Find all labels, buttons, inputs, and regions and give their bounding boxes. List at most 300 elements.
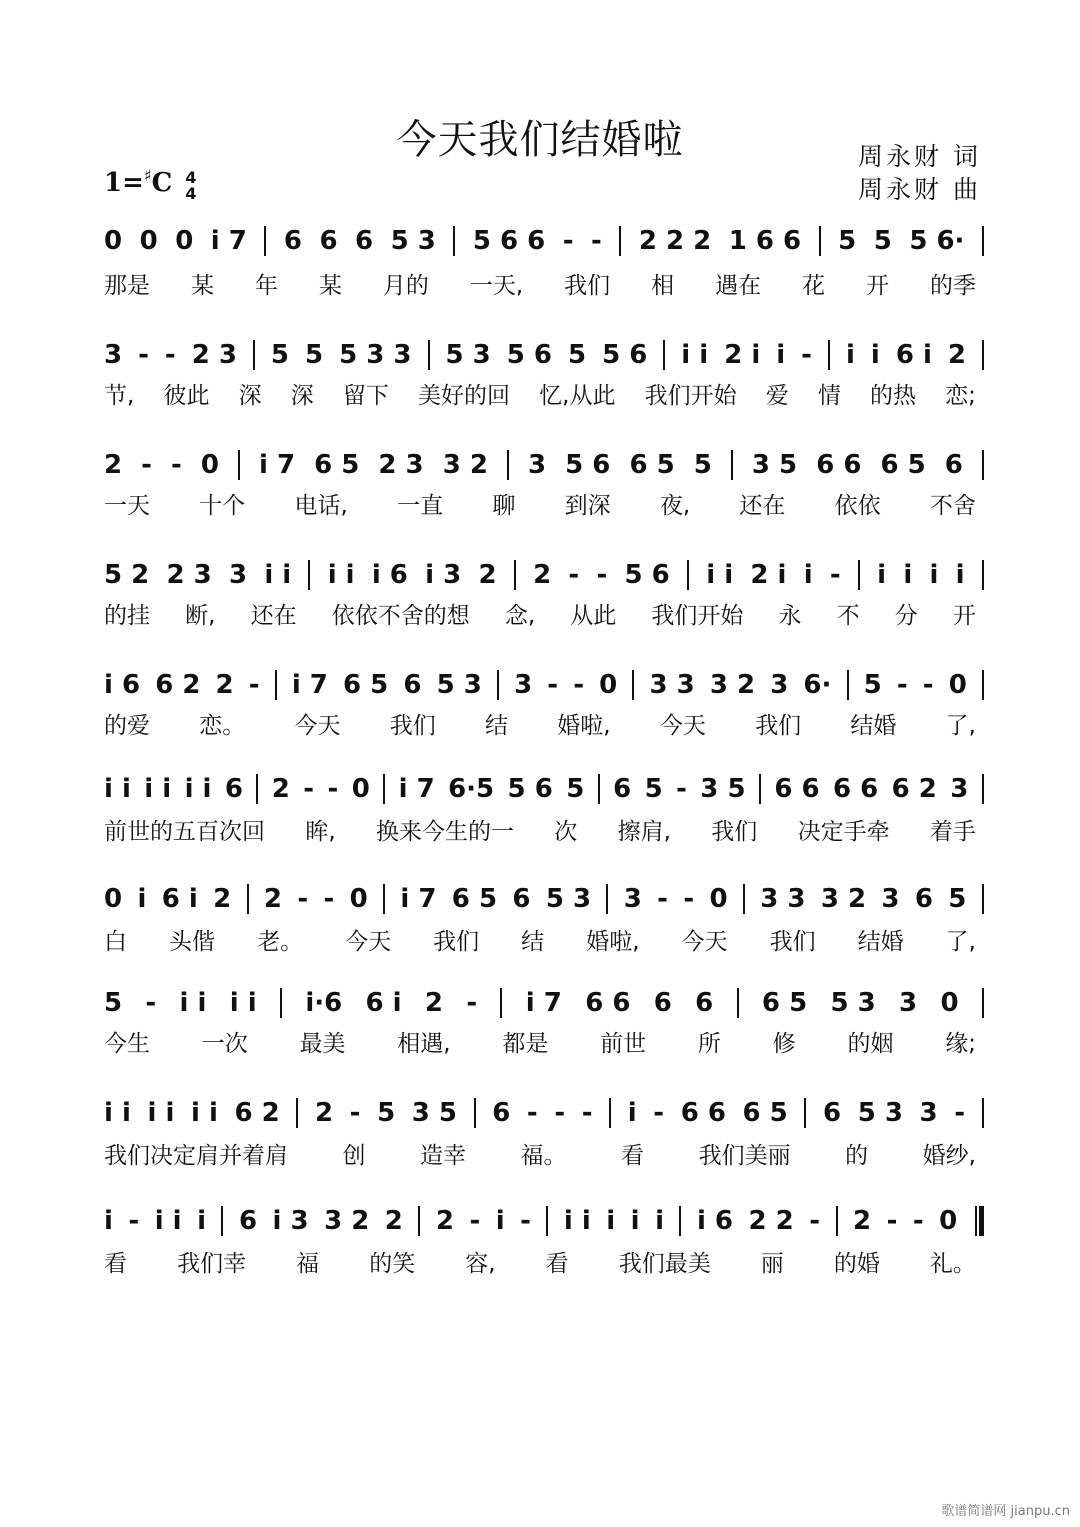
note-group: 5 bbox=[863, 670, 882, 700]
bar-line bbox=[737, 988, 739, 1018]
lyric-word: 花 bbox=[802, 272, 826, 299]
lyric-word: 恋。 bbox=[199, 712, 246, 739]
note-group: i bbox=[655, 1206, 664, 1236]
note-group: 5 bbox=[567, 340, 587, 370]
lyric-word: 修 bbox=[772, 1030, 796, 1057]
note-group: i·6 bbox=[305, 988, 343, 1018]
lyric-word: 了, bbox=[945, 928, 976, 955]
note-group: i 7 bbox=[259, 450, 296, 480]
bar-line bbox=[663, 340, 665, 370]
note-group: 2 bbox=[263, 884, 282, 914]
note-group: 2 3 bbox=[378, 450, 424, 480]
note-group: 0 bbox=[139, 226, 158, 256]
lyric-word: 我们幸 bbox=[177, 1250, 247, 1277]
note-group: 3 bbox=[899, 988, 918, 1018]
lyric-word: 美好的回 bbox=[418, 382, 511, 409]
note-group: - bbox=[653, 1098, 665, 1128]
note-group: i i bbox=[104, 774, 131, 804]
note-group: 5 3 3 bbox=[339, 340, 412, 370]
lyric-word: 头偕 bbox=[169, 928, 216, 955]
note-group: i 7 bbox=[291, 670, 328, 700]
note-group: 6 5 bbox=[880, 450, 926, 480]
bar-line bbox=[687, 560, 689, 590]
notation-row bbox=[104, 448, 984, 482]
notation-row bbox=[104, 882, 984, 916]
lyric-word: 福。 bbox=[520, 1142, 567, 1169]
note-group: - bbox=[164, 340, 176, 370]
note-group: 3 bbox=[528, 450, 547, 480]
lyric-word: 的婚 bbox=[833, 1250, 880, 1277]
bar-line bbox=[296, 1098, 298, 1128]
lyric-word: 一次 bbox=[201, 1030, 248, 1057]
note-group: 5 6 bbox=[506, 340, 552, 370]
note-group: 5 2 bbox=[104, 560, 150, 590]
note-group: 3 bbox=[623, 884, 642, 914]
bar-line bbox=[418, 1206, 420, 1236]
note-group: 3 2 bbox=[709, 670, 756, 700]
lyric-word: 一天 bbox=[104, 492, 150, 519]
notation-row bbox=[104, 772, 984, 806]
bar-line bbox=[982, 1098, 984, 1128]
note-group: 2 bbox=[947, 340, 966, 370]
note-group: i bbox=[197, 1206, 206, 1236]
bar-line bbox=[546, 1206, 548, 1236]
note-group: - bbox=[562, 226, 574, 256]
bar-line bbox=[275, 670, 277, 700]
lyric-word: 我们 bbox=[433, 928, 480, 955]
note-group: i i bbox=[144, 774, 172, 804]
note-group: 2 bbox=[314, 1098, 334, 1128]
bar-line bbox=[819, 226, 821, 256]
lyric-word: 从此 bbox=[570, 602, 617, 629]
note-group: 6 i bbox=[161, 884, 198, 914]
note-group: 5 3 bbox=[445, 340, 491, 370]
lyric-word: 今天 bbox=[659, 712, 706, 739]
note-group: i bbox=[776, 340, 786, 370]
note-group: - bbox=[327, 774, 339, 804]
lyric-word: 所 bbox=[697, 1030, 721, 1057]
note-group: - bbox=[809, 1206, 821, 1236]
notation-row bbox=[104, 224, 984, 258]
lyric-word: 看 bbox=[545, 1250, 569, 1277]
note-group: 5 bbox=[838, 226, 857, 256]
bar-line bbox=[238, 450, 240, 480]
lyric-word: 决定手牵 bbox=[797, 818, 890, 845]
lyric-word: 月的 bbox=[382, 272, 429, 299]
note-group: - bbox=[303, 774, 315, 804]
note-group: 6 6 bbox=[774, 774, 820, 804]
note-group: - bbox=[554, 1098, 566, 1128]
note-group: 2 3 bbox=[166, 560, 212, 590]
note-group: - bbox=[801, 340, 812, 370]
note-group: 5 6· bbox=[909, 226, 965, 256]
note-group: 0 bbox=[175, 226, 194, 256]
lyric-word: 那是 bbox=[104, 272, 150, 299]
lyric-word: 眸, bbox=[305, 818, 336, 845]
note-group: 5 bbox=[104, 988, 123, 1018]
note-group: 6 2 bbox=[155, 670, 201, 700]
lyric-word: 一天, bbox=[469, 272, 524, 299]
lyric-word: 依依 bbox=[834, 492, 881, 519]
note-group: 3 bbox=[514, 670, 533, 700]
lyric-row bbox=[104, 598, 976, 628]
bar-line bbox=[759, 774, 761, 804]
note-group: i 3 bbox=[425, 560, 462, 590]
note-group: 5 3 bbox=[830, 988, 876, 1018]
note-group: i i bbox=[681, 340, 709, 370]
lyric-word: 彼此 bbox=[163, 382, 210, 409]
lyric-row bbox=[104, 488, 976, 518]
lyric-word: 创 bbox=[342, 1142, 366, 1169]
notation-row bbox=[104, 338, 984, 372]
lyric-word: 我们 bbox=[769, 928, 816, 955]
lyric-word: 遇在 bbox=[715, 272, 762, 299]
lyric-word: 情 bbox=[817, 382, 841, 409]
meter-bottom: 4 bbox=[185, 184, 197, 203]
lyric-word: 我们 bbox=[389, 712, 436, 739]
lyric-word: 到深 bbox=[564, 492, 611, 519]
lyric-word: 依依不舍的想 bbox=[331, 602, 470, 629]
note-group: 5 bbox=[270, 340, 290, 370]
note-group: 6 bbox=[238, 1206, 258, 1236]
lyric-word: 结婚 bbox=[857, 928, 904, 955]
lyric-word: 的笑 bbox=[369, 1250, 416, 1277]
time-signature bbox=[182, 170, 200, 202]
lyric-word: 深 bbox=[238, 382, 262, 409]
note-group: - bbox=[886, 1206, 898, 1236]
note-group: - bbox=[248, 670, 260, 700]
bar-line bbox=[982, 450, 984, 480]
lyric-word: 开 bbox=[866, 272, 889, 299]
note-group: i bbox=[845, 340, 855, 370]
note-group: i bbox=[627, 1098, 637, 1128]
note-group: - bbox=[138, 340, 149, 370]
note-group: 6 bbox=[403, 670, 422, 700]
bar-line bbox=[247, 884, 249, 914]
lyric-row bbox=[104, 708, 976, 738]
lyric-word: 前世 bbox=[600, 1030, 647, 1057]
note-group: 3 3 bbox=[649, 670, 695, 700]
note-group: 1 6 6 bbox=[728, 226, 802, 256]
note-group: i 6 bbox=[104, 670, 141, 700]
note-group: 5 bbox=[566, 774, 585, 804]
lyricist-credit: 周永财 词 bbox=[858, 142, 981, 171]
note-group: 5 bbox=[377, 1098, 396, 1128]
lyric-word: 不舍 bbox=[929, 492, 976, 519]
bar-line bbox=[632, 670, 634, 700]
bar-line bbox=[982, 560, 984, 590]
notation-row bbox=[104, 1204, 984, 1238]
note-group: i i bbox=[147, 1098, 175, 1128]
note-group: i bbox=[606, 1206, 616, 1236]
note-group: 5 bbox=[693, 450, 712, 480]
note-group: - bbox=[526, 1098, 538, 1128]
lyric-row bbox=[104, 378, 976, 408]
bar-line bbox=[497, 670, 499, 700]
note-group: 6· bbox=[803, 670, 832, 700]
note-group: 6 bbox=[355, 226, 374, 256]
lyric-word: 夜, bbox=[659, 492, 691, 519]
lyric-word: 婚啦, bbox=[557, 712, 611, 739]
bar-line bbox=[598, 774, 600, 804]
lyric-word: 的爱 bbox=[104, 712, 150, 739]
lyric-word: 结 bbox=[521, 928, 545, 955]
note-group: i bbox=[870, 340, 880, 370]
lyric-word: 的 bbox=[845, 1142, 869, 1169]
note-group: i bbox=[630, 1206, 640, 1236]
note-group: - bbox=[297, 884, 309, 914]
lyric-word: 深 bbox=[290, 382, 314, 409]
note-group: - bbox=[547, 670, 559, 700]
notation-row bbox=[104, 986, 984, 1020]
lyric-row bbox=[104, 814, 976, 844]
note-group: 6 bbox=[914, 884, 933, 914]
bar-line bbox=[606, 884, 608, 914]
lyric-word: 都是 bbox=[502, 1030, 549, 1057]
note-group: 2 bbox=[384, 1206, 403, 1236]
bar-line bbox=[280, 988, 282, 1018]
lyric-row bbox=[104, 1138, 976, 1168]
lyric-word: 年 bbox=[254, 272, 278, 299]
bar-line bbox=[507, 450, 509, 480]
note-group: 2 i bbox=[724, 340, 761, 370]
lyric-word: 今生 bbox=[104, 1030, 150, 1057]
lyric-row bbox=[104, 1246, 976, 1276]
bar-line bbox=[743, 884, 745, 914]
note-group: 6 5 bbox=[314, 450, 360, 480]
bar-line bbox=[474, 1098, 476, 1128]
bar-line bbox=[383, 774, 385, 804]
note-group: 5 3 bbox=[436, 670, 482, 700]
bar-line bbox=[982, 774, 984, 804]
lyric-word: 永 bbox=[778, 602, 802, 629]
bar-line bbox=[308, 560, 310, 590]
lyric-word: 我们 bbox=[711, 818, 758, 845]
note-group: i i bbox=[327, 560, 355, 590]
note-group: 6 bbox=[224, 774, 243, 804]
lyric-word: 的挂 bbox=[104, 602, 150, 629]
note-group: 5 bbox=[305, 340, 324, 370]
bar-line bbox=[804, 1098, 806, 1128]
note-group: i 7 bbox=[398, 774, 435, 804]
note-group: - bbox=[912, 1206, 924, 1236]
note-group: - bbox=[581, 1098, 593, 1128]
bar-line bbox=[847, 670, 849, 700]
note-group: 2 i bbox=[750, 560, 787, 590]
note-group: 0 bbox=[104, 226, 123, 256]
note-group: - bbox=[520, 1206, 531, 1236]
note-group: - bbox=[573, 670, 584, 700]
lyric-word: 电话, bbox=[294, 492, 348, 519]
note-group: i 7 bbox=[525, 988, 562, 1018]
bar-line bbox=[828, 340, 830, 370]
note-group: - bbox=[954, 1098, 966, 1128]
note-group: 6 bbox=[695, 988, 714, 1018]
note-group: 6·5 bbox=[448, 774, 495, 804]
note-group: 6 6 bbox=[585, 988, 631, 1018]
note-group: - bbox=[469, 1206, 481, 1236]
note-group: - bbox=[128, 1206, 140, 1236]
lyric-word: 造幸 bbox=[420, 1142, 467, 1169]
note-group: 5 3 bbox=[545, 884, 592, 914]
bar-line bbox=[256, 774, 258, 804]
note-group: 5 bbox=[873, 226, 892, 256]
note-group: i i bbox=[154, 1206, 182, 1236]
note-group: 2 2 bbox=[748, 1206, 794, 1236]
note-group: - bbox=[170, 450, 182, 480]
note-group: 3 2 bbox=[324, 1206, 370, 1236]
lyric-word: 礼。 bbox=[929, 1250, 976, 1277]
note-group: 5 6 6 bbox=[472, 226, 546, 256]
lyric-word: 我们美丽 bbox=[698, 1142, 791, 1169]
note-group: 2 bbox=[435, 1206, 454, 1236]
note-group: - bbox=[466, 988, 478, 1018]
lyric-word: 断, bbox=[185, 602, 216, 629]
note-group: 0 bbox=[200, 450, 219, 480]
lyric-word: 我们最美 bbox=[618, 1250, 711, 1277]
note-group: 6 2 bbox=[234, 1098, 280, 1128]
lyric-word: 婚啦, bbox=[586, 928, 640, 955]
bar-line bbox=[500, 988, 502, 1018]
lyric-word: 了, bbox=[945, 712, 976, 739]
note-group: - bbox=[657, 884, 668, 914]
note-group: 3 bbox=[950, 774, 969, 804]
note-group: 6 5 bbox=[742, 1098, 788, 1128]
lyric-word: 分 bbox=[894, 602, 918, 629]
lyric-word: 老。 bbox=[257, 928, 304, 955]
note-group: 3 bbox=[104, 340, 123, 370]
note-group: 0 bbox=[939, 1206, 958, 1236]
lyric-word: 恋; bbox=[945, 382, 976, 409]
note-group: - bbox=[568, 560, 580, 590]
note-group: 6 6 bbox=[816, 450, 862, 480]
note-group: - bbox=[591, 226, 602, 256]
note-group: - bbox=[145, 988, 157, 1018]
bar-line bbox=[428, 340, 430, 370]
note-group: 6 i bbox=[365, 988, 402, 1018]
note-group: 5 6 bbox=[602, 340, 648, 370]
note-group: 3 2 bbox=[820, 884, 867, 914]
note-group: 6 5 bbox=[451, 884, 498, 914]
lyric-word: 我们开始 bbox=[644, 382, 737, 409]
lyric-word: 缘; bbox=[945, 1030, 976, 1057]
bar-line bbox=[609, 1098, 611, 1128]
note-group: 6 bbox=[822, 1098, 842, 1128]
bar-line bbox=[982, 226, 984, 256]
note-group: 6 6 bbox=[832, 774, 879, 804]
note-group: 2 bbox=[104, 450, 123, 480]
lyric-word: 还在 bbox=[250, 602, 297, 629]
note-group: - bbox=[896, 670, 908, 700]
bar-line bbox=[221, 1206, 223, 1236]
note-group: - bbox=[676, 774, 687, 804]
lyric-word: 次 bbox=[554, 818, 578, 845]
lyric-word: 聊 bbox=[492, 492, 516, 519]
note-group: 6 bbox=[613, 774, 632, 804]
bar-line bbox=[982, 884, 984, 914]
note-group: 0 bbox=[948, 670, 967, 700]
lyric-word: 婚纱, bbox=[922, 1142, 976, 1169]
note-group: 2 bbox=[533, 560, 552, 590]
notation-row bbox=[104, 1096, 984, 1130]
lyric-word: 留下 bbox=[342, 382, 389, 409]
note-group: 5 bbox=[948, 884, 967, 914]
note-group: - bbox=[596, 560, 608, 590]
sharp-sign: ♯ bbox=[143, 166, 152, 185]
lyric-word: 念, bbox=[504, 602, 536, 629]
lyric-word: 着手 bbox=[929, 818, 976, 845]
note-group: 6 bbox=[944, 450, 963, 480]
note-group: - bbox=[922, 670, 934, 700]
lyric-word: 某 bbox=[190, 272, 214, 299]
note-group: 2 bbox=[478, 560, 497, 590]
note-group: 5 3 bbox=[390, 226, 436, 256]
key-label: 1= bbox=[104, 168, 144, 198]
lyric-word: 容, bbox=[465, 1250, 496, 1277]
note-group: i bbox=[903, 560, 913, 590]
note-group: i i bbox=[264, 560, 292, 590]
note-group: 0 bbox=[104, 884, 123, 914]
lyric-word: 忆,从此 bbox=[539, 382, 616, 409]
bar-line bbox=[514, 560, 516, 590]
bar-line bbox=[858, 560, 860, 590]
lyric-word: 擦肩, bbox=[617, 818, 671, 845]
note-group: i bbox=[137, 884, 147, 914]
note-group: 6 i bbox=[895, 340, 932, 370]
bar-line bbox=[619, 226, 621, 256]
note-group: 0 bbox=[349, 884, 368, 914]
lyric-word: 丽 bbox=[760, 1250, 784, 1277]
note-group: 3 bbox=[919, 1098, 938, 1128]
note-group: 5 6 bbox=[507, 774, 553, 804]
bar-line bbox=[836, 1206, 838, 1236]
lyric-word: 相 bbox=[651, 272, 675, 299]
note-group: i 7 bbox=[210, 226, 247, 256]
note-group: 5 6 bbox=[565, 450, 611, 480]
note-group: 2 bbox=[424, 988, 444, 1018]
notation-row bbox=[104, 558, 984, 592]
note-group: i 6 bbox=[696, 1206, 734, 1236]
note-group: 6 2 bbox=[891, 774, 937, 804]
note-group: i i bbox=[191, 1098, 218, 1128]
note-group: 5 bbox=[644, 774, 663, 804]
lyric-word: 福 bbox=[296, 1250, 320, 1277]
lyric-word: 我们决定肩并着肩 bbox=[104, 1142, 288, 1169]
lyric-word: 今天 bbox=[681, 928, 728, 955]
note-group: - bbox=[829, 560, 841, 590]
note-group: - bbox=[349, 1098, 361, 1128]
bar-line bbox=[679, 1206, 681, 1236]
note-group: 6 5 bbox=[629, 450, 675, 480]
key-signature bbox=[104, 168, 172, 198]
bar-line bbox=[982, 670, 984, 700]
bar-line bbox=[982, 340, 984, 370]
lyric-word: 我们开始 bbox=[651, 602, 744, 629]
notation-row bbox=[104, 668, 984, 702]
note-group: 6 bbox=[492, 1098, 511, 1128]
note-group: 2 bbox=[213, 884, 232, 914]
note-group: i i bbox=[563, 1206, 591, 1236]
note-group: 5 3 bbox=[857, 1098, 903, 1128]
lyric-row bbox=[104, 268, 976, 298]
bar-line bbox=[383, 884, 385, 914]
note-group: 2 bbox=[271, 774, 290, 804]
note-group: 3 bbox=[881, 884, 900, 914]
note-group: 0 bbox=[599, 670, 618, 700]
note-group: i bbox=[495, 1206, 505, 1236]
lyric-word: 开 bbox=[952, 602, 976, 629]
lyric-row bbox=[104, 924, 976, 954]
